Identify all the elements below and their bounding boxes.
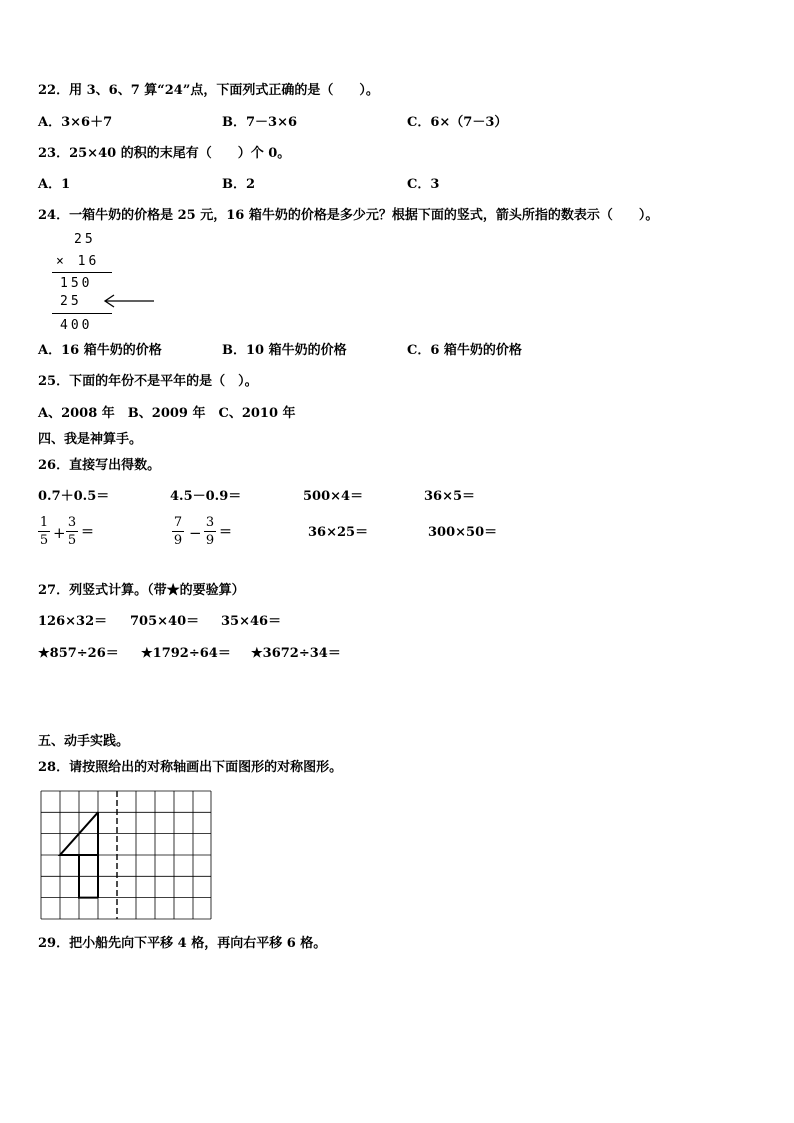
- q26-item-3: 500×4＝: [303, 489, 364, 504]
- question-25-stem: 25．下面的年份不是平年的是（ ）。: [38, 374, 258, 389]
- vertical-multiplier: × 16: [56, 254, 100, 269]
- q26-item-7: 36×25＝: [308, 525, 369, 540]
- question-23-option-c: C．3: [407, 177, 440, 192]
- q27-item-4: ★857÷26＝: [38, 646, 119, 661]
- q26-item-2: 4.5－0.9＝: [170, 489, 242, 504]
- symmetry-grid: [40, 790, 214, 922]
- question-26-stem: 26．直接写出得数。: [38, 458, 161, 473]
- question-24-stem: 24．一箱牛奶的价格是 25 元，16 箱牛奶的价格是多少元？根据下面的竖式，箭头所指的数表示（ ）。: [38, 208, 659, 223]
- equals-sign: ＝: [81, 525, 95, 540]
- fraction-3-5: 3 5: [67, 515, 77, 548]
- fraction-3-9: 3 9: [205, 515, 215, 548]
- question-23-option-b: B．2: [222, 177, 256, 192]
- section-4-title: 四、我是神算手。: [38, 432, 143, 447]
- section-5-title: 五、动手实践。: [38, 734, 130, 749]
- q26-item-8: 300×50＝: [428, 525, 498, 540]
- vertical-result: 400: [60, 318, 93, 333]
- question-22-option-b: B．7－3×6: [222, 115, 298, 130]
- question-28-stem: 28．请按照给出的对称轴画出下面图形的对称图形。: [38, 760, 343, 775]
- question-23-option-a: A．1: [38, 177, 71, 192]
- vertical-rule-2: [52, 313, 112, 314]
- q26-item-4: 36×5＝: [424, 489, 476, 504]
- equals-sign: ＝: [219, 525, 233, 540]
- vertical-rule-1: [52, 272, 112, 273]
- vertical-partial-1: 150: [60, 276, 93, 291]
- fraction-7-9: 7 9: [173, 515, 183, 548]
- arrow-left-icon: [102, 292, 158, 310]
- vertical-partial-2: 25: [60, 294, 82, 309]
- question-22-stem: 22．用 3、6、7 算“24”点，下面列式正确的是（ ）。: [38, 83, 379, 98]
- question-27-stem: 27．列竖式计算。（带★的要验算）: [38, 583, 245, 598]
- question-25-options: A、2008 年 B、2009 年 C、2010 年: [38, 406, 296, 421]
- plus-operator: +: [53, 524, 66, 542]
- question-24-option-b: B．10 箱牛奶的价格: [222, 343, 347, 358]
- question-22-option-a: A．3×6＋7: [38, 115, 113, 130]
- q27-item-6: ★3672÷34＝: [251, 646, 341, 661]
- vertical-multiplication: [48, 230, 160, 340]
- question-23-stem: 23．25×40 的积的末尾有（ ）个 0。: [38, 146, 291, 161]
- question-22-option-c: C．6×（7－3）: [407, 115, 508, 130]
- q26-item-1: 0.7＋0.5＝: [38, 489, 110, 504]
- q27-item-3: 35×46＝: [221, 614, 282, 629]
- q27-item-5: ★1792÷64＝: [141, 646, 231, 661]
- vertical-top-number: 25: [74, 232, 96, 247]
- question-24-option-c: C．6 箱牛奶的价格: [407, 343, 522, 358]
- question-29-stem: 29．把小船先向下平移 4 格，再向右平移 6 格。: [38, 936, 327, 951]
- fraction-1-5: 1 5: [39, 515, 49, 548]
- q27-item-1: 126×32＝: [38, 614, 108, 629]
- q27-item-2: 705×40＝: [130, 614, 200, 629]
- question-24-option-a: A．16 箱牛奶的价格: [38, 343, 162, 358]
- minus-operator: −: [189, 524, 202, 542]
